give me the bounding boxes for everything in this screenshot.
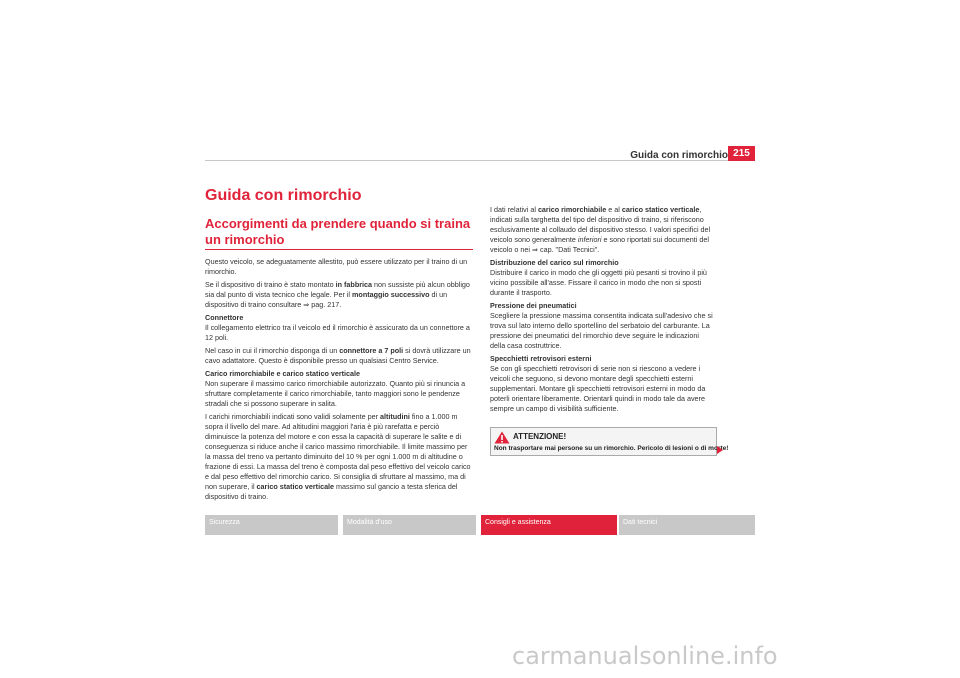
tab-modalita-uso[interactable]: Modalità d'uso — [343, 515, 476, 535]
tab-consigli-assistenza[interactable]: Consigli e assistenza — [481, 515, 617, 535]
left-text-column — [205, 257, 473, 505]
section-rule — [205, 249, 473, 250]
warning-text: Non trasportare mai persone su un rimorchio. Pericolo di lesioni o di morte! — [494, 445, 729, 452]
paragraph-data-plate: I dati relativi al carico rimorchiabile e al carico statico verticale, indicati sulla targhetta del tipo del dispositivo di traino, si riferiscono esclusivamente al collaudo del dispositivo stesso. I valori specifici del veicolo sono generalmente inferiori e sono riportati sui documenti del veicolo o nei ⇒ cap. "Dati Tecnici". — [490, 205, 711, 254]
paragraph-mirrors: Se con gli specchietti retrovisori di serie non si riescono a vedere i veicoli che seguono, si devono montare degli specchietti esterni supplementari. Montare gli specchietti retrovisori esterni in modo da poterli orientare liberamente. Orientarli quindi in modo tale da avere sempre un campo di visibilità sufficiente. — [490, 364, 706, 413]
paragraph-altitude: I carichi rimorchiabili indicati sono validi solamente per altitudini fino a 1.000 m sopra il livello del mare. Ad altitudini maggiori l'aria è più rarefatta e perciò diminuisce la potenza del motore e con essa la capacità di superare le salite e di conseguenza si riduce anche il carico massimo rimorchiabile. Il limite massimo per la massa del treno va pertanto diminuito del 10 % per ogni 1.000 m di altitudine o frazione di essi. La massa del treno è composta dal peso effettivo del veicolo carico e dal peso effettivo del rimorchio carico. Si consiglia di sfruttare al massimo, ma di non superare, il carico statico verticale massimo sul gancio a testa sferica del dispositivo di traino. — [205, 412, 471, 501]
heading-trailer-load: Carico rimorchiabile e carico statico verticale — [205, 369, 361, 378]
running-header-title: Guida con rimorchio — [630, 150, 728, 161]
tab-sicurezza[interactable]: Sicurezza — [205, 515, 338, 535]
continue-arrow-icon — [717, 446, 723, 454]
heading-connector: Connettore — [205, 313, 244, 322]
tab-dati-tecnici[interactable]: Dati tecnici — [619, 515, 755, 535]
paragraph-adapter: Nel caso in cui il rimorchio disponga di un connettore a 7 poli si dovrà utilizzare un cavo adattatore. Questo è disponibile presso un qualsiasi Centro Service. — [205, 346, 471, 365]
paragraph-connector: Il collegamento elettrico tra il veicolo ed il rimorchio è assicurato da un connettore a 12 poli. — [205, 323, 470, 342]
right-text-column — [490, 205, 715, 417]
heading-tyre-pressure: Pressione dei pneumatici — [490, 301, 577, 310]
paragraph-trailer-load: Non superare il massimo carico rimorchiabile autorizzato. Quanto più si rinuncia a sfruttare completamente il carico rimorchiabile, tanto maggiori sono le pendenze stradali che si possono superare in salita. — [205, 379, 466, 408]
heading-load-distribution: Distribuzione del carico sul rimorchio — [490, 258, 619, 267]
paragraph-intro: Questo veicolo, se adeguatamente allestito, può essere utilizzato per il traino di un rimorchio. — [205, 257, 468, 276]
warning-title: ATTENZIONE! — [513, 432, 567, 441]
chapter-title: Guida con rimorchio — [205, 187, 362, 204]
paragraph-load-distribution: Distribuire il carico in modo che gli oggetti più pesanti si trovino il più vicino possibile all'asse. Fissare il carico in modo che non si sposti durante il trasporto. — [490, 268, 707, 297]
paragraph-tyre-pressure: Scegliere la pressione massima consentita indicata sull'adesivo che si trova sul lato interno dello sportellino del serbatoio del carburante. La pressione dei pneumatici del rimorchio deve seguire le indicazioni della casa costruttrice. — [490, 311, 713, 350]
page-number-badge: 215 — [728, 146, 755, 161]
paragraph-towbar-fitting: Se il dispositivo di traino è stato montato in fabbrica non sussiste più alcun obbligo sia dal punto di vista tecnico che legale. Per il montaggio successivo di un dispositivo di traino consultare ⇒ pag. 217. — [205, 280, 470, 309]
warning-box — [490, 427, 729, 456]
section-title: Accorgimenti da prendere quando si traina un rimorchio — [205, 216, 471, 247]
heading-mirrors: Specchietti retrovisori esterni — [490, 354, 592, 363]
watermark: carmanualsonline.info — [512, 642, 778, 670]
